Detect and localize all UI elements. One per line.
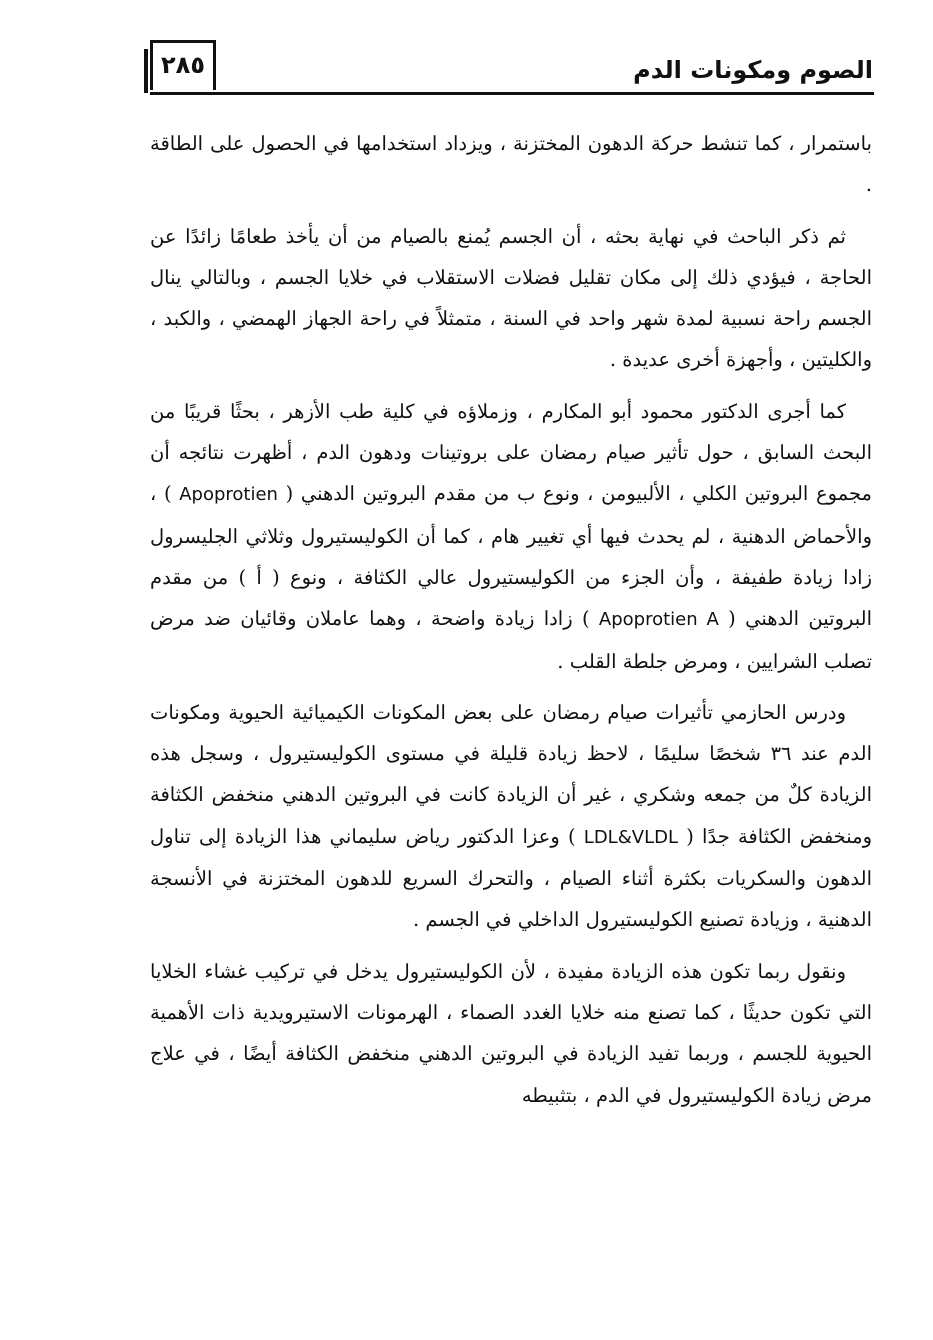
latin-term: Apoprotien A xyxy=(598,609,719,631)
paragraph-text: ) زادا زيادة واضحة ، وهما عاملان وقائيان ضد مرض تصلب الشرايين ، ومرض جلطة القلب . xyxy=(150,607,872,673)
paragraph-3 xyxy=(150,391,872,682)
body-text xyxy=(150,123,872,1126)
paragraph-text: ) وعزا الدكتور رياض سليماني هذا الزيادة إلى تناول الدهون والسكريات بكثرة أثناء الصيام ، والتحرك السريع للدهون المختزنة في الأنسجة الدهنية ، وزيادة تصنيع الكوليستيرول الداخلي في الجسم . xyxy=(150,824,872,932)
paragraph-text: ثم ذكر الباحث في نهاية بحثه ، أن الجسم يُمنع بالصيام من أن يأخذ طعامًا زائدًا عن الحاجة ، فيؤدي ذلك إلى مكان تقليل فضلات الاستقلاب في خلايا الجسم ، وبالتالي ينال الجسم راحة نسبية لمدة شهر واحد في السنة ، متمثلاً في راحة الجهاز الهمضي ، والكبد ، والكليتين ، وأجهزة أخرى عديدة . xyxy=(150,224,872,372)
latin-term: Apoprotien xyxy=(179,484,278,506)
latin-term: LDL&VLDL xyxy=(583,826,678,848)
paragraph-4 xyxy=(150,692,872,941)
running-title: الصوم ومكونات الدم xyxy=(633,56,873,84)
paragraph-text: باستمرار ، كما تنشط حركة الدهون المختزنة ، ويزداد استخدامها في الحصول على الطاقة . xyxy=(150,132,872,197)
paragraph-2 xyxy=(150,216,872,381)
paragraph-text: ) ، والأحماض الدهنية ، لم يحدث فيها أي تغيير هام ، كما أن الكوليستيرول وثلاثي الجليسرول زادا زيادة طفيفة ، وأن الجزء من الكوليستيرول عالي الكثافة ، ونوع ( أ ) من مقدم البروتين الدهني ( xyxy=(150,482,872,631)
page-number: ٢٨٥ xyxy=(150,40,216,90)
paragraph-text: كما أجرى الدكتور محمود أبو المكارم ، وزملاؤه في كلية طب الأزهر ، بحثًا قريبًا من البحث السابق ، حول تأثير صيام رمضان على بروتينات ودهون الدم ، أظهرت نتائجه أن مجموع البروتين الكلي ، الألبيومن ، ونوع ب من مقدم البروتين الدهني ( xyxy=(150,399,872,506)
header-rule xyxy=(150,92,874,95)
paragraph-text: ونقول ربما تكون هذه الزيادة مفيدة ، لأن الكوليستيرول يدخل في تركيب غشاء الخلايا التي تكون حديثًا ، كما تصنع منه خلايا الغدد الصماء ، الهرمونات الاستيرويدية ذات الأهمية الحيوية للجسم ، وربما تفيد الزيادة في البروتين الدهني منخفض الكثافة أيضًا ، في علاج مرض زيادة الكوليستيرول في الدم ، بتثبيطه xyxy=(150,959,872,1107)
paragraph-text: ودرس الحازمي تأثيرات صيام رمضان على بعض المكونات الكيميائية الحيوية ومكونات الدم عند ٣٦ شخصًا سليمًا ، لاحظ زيادة قليلة في مستوى الكوليستيرول ، وسجل هذه الزيادة كلٌ من جمعه وشكري ، غير أن الزيادة كانت في البروتين الدهني منخفض الكثافة ومنخفض الكثافة جدًا ( xyxy=(150,700,873,848)
paragraph-5 xyxy=(150,951,872,1116)
paragraph-1 xyxy=(150,123,872,206)
